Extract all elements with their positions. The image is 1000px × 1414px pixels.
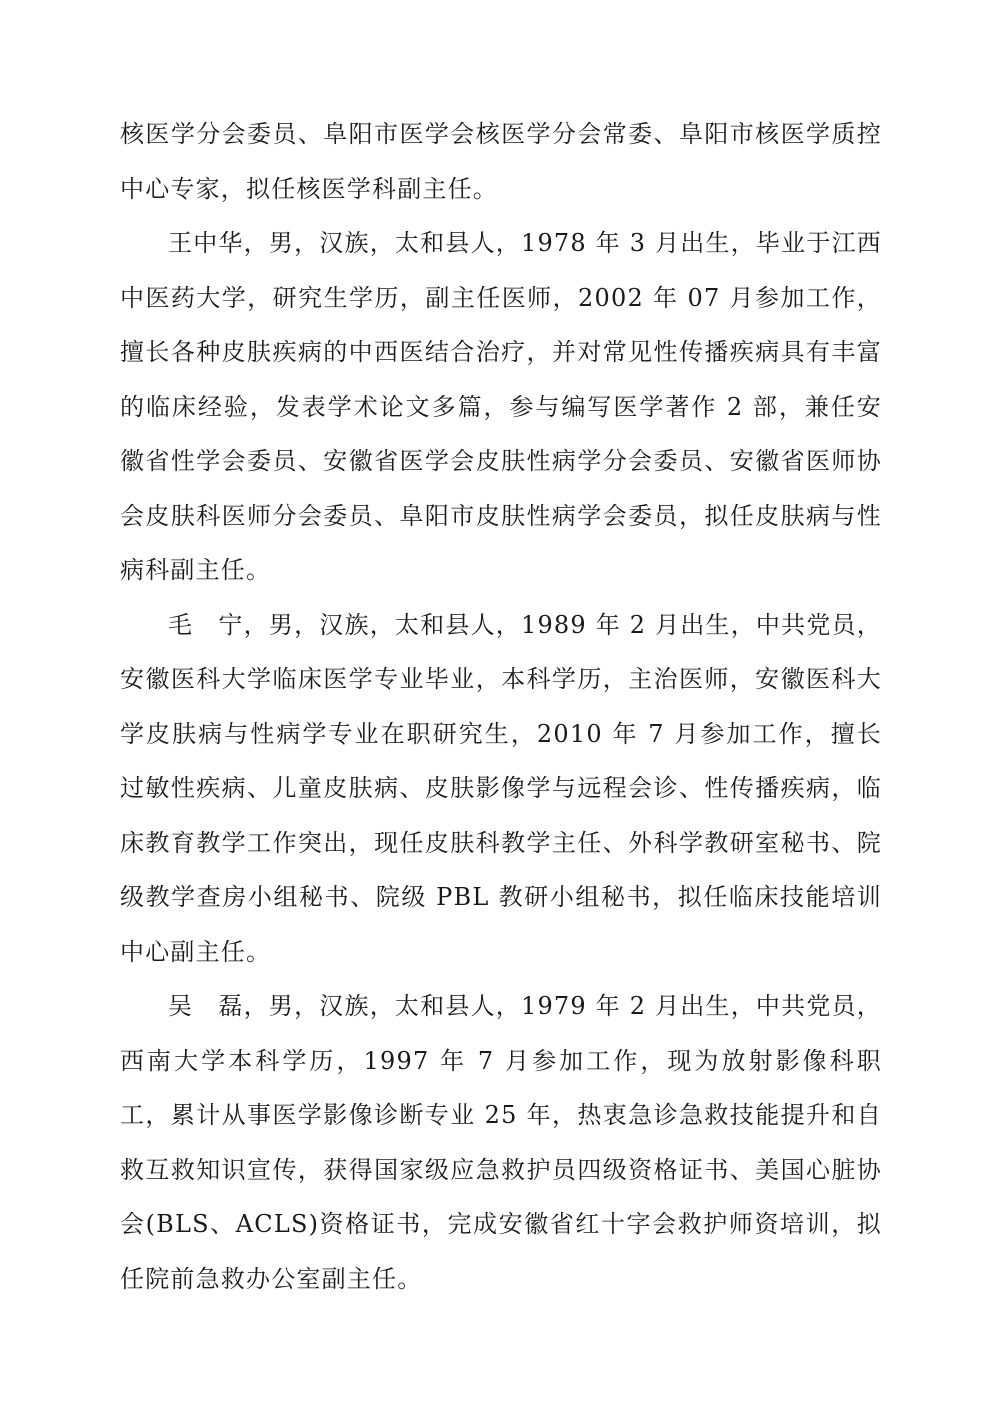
paragraph-wang-zhonghua: 王中华，男，汉族，太和县人，1978 年 3 月出生，毕业于江西中医药大学，研究生学历，副主任医师，2002 年 07 月参加工作，擅长各种皮肤疾病的中西医结合治疗，并对常见性传播疾病具有丰富的临床经验，发表学术论文多篇，参与编写医学著作 2 部，兼任安徽省性学会委员、安徽省医学会皮肤性病学分会委员、安徽省医师协会皮肤科医师分会委员、阜阳市皮肤性病学会委员，拟任皮肤病与性病科副主任。	[120, 229, 882, 584]
paragraph-mao-ning: 毛 宁，男，汉族，太和县人，1989 年 2 月出生，中共党员，安徽医科大学临床医学专业毕业，本科学历，主治医师，安徽医科大学皮肤病与性病学专业在职研究生，2010 年 7 月参加工作，擅长过敏性疾病、儿童皮肤病、皮肤影像学与远程会诊、性传播疾病，临床教育教学工作突出，现任皮肤科教学主任、外科学教研室秘书、院级教学查房小组秘书、院级 PBL 教研小组秘书，拟任临床技能培训中心副主任。	[120, 610, 882, 966]
paragraph-wu-lei: 吴 磊，男，汉族，太和县人，1979 年 2 月出生，中共党员，西南大学本科学历，1997 年 7 月参加工作，现为放射影像科职工，累计从事医学影像诊断专业 25 年，热衷急诊急救技能提升和自救互救知识宣传，获得国家级应急救护员四级资格证书、美国心脏协会(BLS、ACLS)资格证书，完成安徽省红十字会救护师资培训，拟任院前急救办公室副主任。	[120, 992, 882, 1293]
document-body	[120, 107, 882, 1306]
paragraph-continuation: 核医学分会委员、阜阳市医学会核医学分会常委、阜阳市核医学质控中心专家，拟任核医学科副主任。	[120, 120, 882, 203]
